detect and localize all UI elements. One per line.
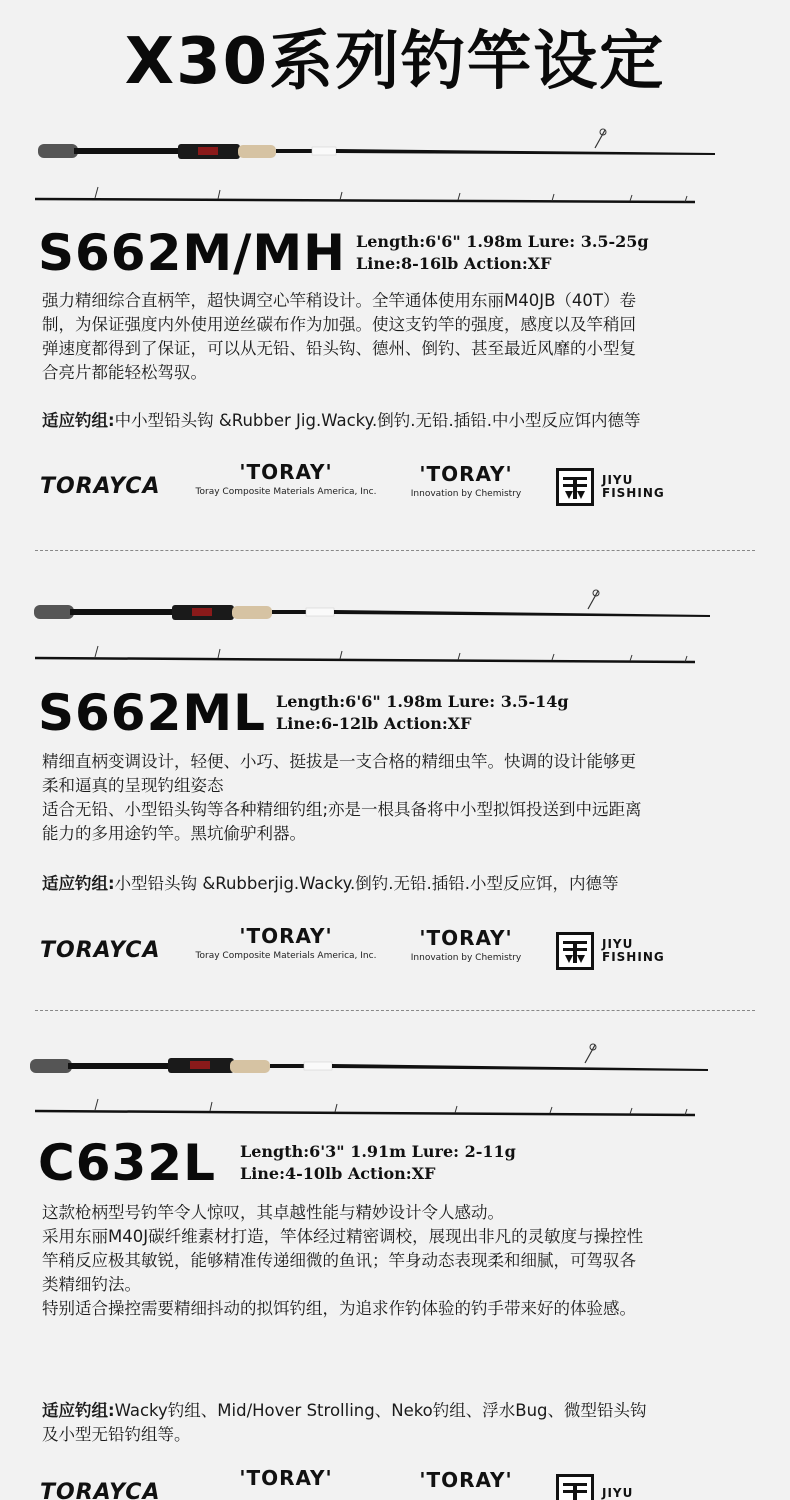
suitable-rigs — [42, 872, 762, 896]
rod-description — [42, 289, 762, 385]
rod-blank — [38, 129, 715, 159]
jiyu-text: JIYU FISHING — [602, 473, 665, 500]
rod-image — [0, 1035, 790, 1125]
jiyu-emblem-icon — [556, 1474, 594, 1500]
jiyu-text: JIYU — [602, 1485, 634, 1500]
jiyu-emblem-icon — [556, 468, 594, 506]
brand-logos — [40, 1466, 760, 1500]
rod-specs — [240, 1141, 516, 1185]
description-line: 特别适合操控需要精细抖动的拟饵钓组，为追求作钓体验的钓手带来好的体验感。 — [42, 1299, 636, 1318]
torayca-logo: TORAYCA — [40, 1480, 161, 1500]
suitable-value: 小型铅头钩 &Rubberjig.Wacky.倒钓.无铅.插铅.小型反应饵，内德等 — [114, 874, 619, 893]
toray-composite-logo: 'TORAY' Toray Composite Materials America, Inc. — [195, 460, 377, 497]
description-line: 能力的多用途钓竿。黑坑偷驴利器。 — [42, 824, 306, 843]
toray-innovation-logo: 'TORAY' Innovation by Chemistry — [410, 926, 522, 963]
suitable-value: Wacky钓组、Mid/Hover Strolling、Neko钓组、浮水Bug、微型铅头钩 — [114, 1401, 647, 1420]
torayca-logo: TORAYCA — [40, 938, 161, 963]
jiyu-fishing-logo — [556, 468, 665, 506]
description-line: 精细直柄变调设计，轻便、小巧、挺拔是一支合格的精细虫竿。快调的设计能够更 — [42, 752, 636, 771]
rod-image — [0, 120, 790, 210]
suitable-label: 适应钓组: — [42, 874, 115, 893]
toray-innovation-logo: 'TORAY' — [419, 1468, 513, 1492]
model-name: S662ML — [38, 684, 266, 742]
jiyu-emblem-icon — [556, 932, 594, 970]
section-divider — [35, 1010, 755, 1011]
description-line: 强力精细综合直柄竿，超快调空心竿稍设计。全竿通体使用东丽M40JB（40T）卷 — [42, 291, 636, 310]
rod-blank — [30, 1044, 708, 1073]
brand-logos — [40, 924, 760, 974]
description-line: 适合无铅、小型铅头钩等各种精细钓组;亦是一根具备将中小型拟饵投送到中远距离 — [42, 800, 642, 819]
rod-specs — [356, 231, 649, 275]
rod-section-lower — [35, 187, 695, 202]
brand-logos — [40, 460, 760, 510]
description-line: 弹速度都得到了保证，可以从无铅、铅头钩、德州、倒钓、甚至最近风靡的小型复 — [42, 339, 636, 358]
description-line: 竿稍反应极其敏锐，能够精准传递细微的鱼讯；竿身动态表现柔和细腻，可驾驭各 — [42, 1251, 636, 1270]
rod-image — [0, 585, 790, 675]
rod-description — [42, 1201, 762, 1321]
rod-description — [42, 750, 762, 846]
description-line: 柔和逼真的呈现钓组姿态 — [42, 776, 224, 795]
rod-section-lower — [35, 646, 695, 662]
suitable-label: 适应钓组: — [42, 411, 115, 430]
suitable-value-cont: 及小型无铅钓组等。 — [42, 1425, 191, 1444]
rod-header — [38, 224, 649, 282]
spec-line-2: Line:8-16lb Action:XF — [356, 254, 552, 273]
spec-line-1: Length:6'3" 1.91m Lure: 2-11g — [239, 1142, 516, 1161]
suitable-rigs — [42, 1399, 762, 1447]
spec-line-1: Length:6'6" 1.98m Lure: 3.5-25g — [356, 232, 649, 251]
description-line: 合亮片都能轻松驾驭。 — [42, 363, 207, 382]
jiyu-fishing-logo — [556, 932, 665, 970]
rod-header — [38, 684, 569, 742]
jiyu-text: JIYU FISHING — [602, 937, 665, 964]
model-name: C632L — [38, 1134, 216, 1192]
section-divider — [35, 550, 755, 551]
jiyu-fishing-logo — [556, 1474, 633, 1500]
spec-line-2: Line:6-12lb Action:XF — [276, 714, 472, 733]
description-line: 这款枪柄型号钓竿令人惊叹，其卓越性能与精妙设计令人感动。 — [42, 1203, 504, 1222]
suitable-rigs — [42, 409, 762, 433]
rod-blank — [34, 590, 710, 620]
toray-innovation-logo: 'TORAY' Innovation by Chemistry — [410, 462, 522, 499]
toray-composite-logo: 'TORAY' — [239, 1466, 333, 1490]
description-line: 制，为保证强度内外使用逆丝碳布作为加强。使这支钓竿的强度，感度以及竿稍回 — [42, 315, 636, 334]
spec-line-2: Line:4-10lb Action:XF — [239, 1164, 436, 1183]
suitable-value: 中小型铅头钩 &Rubber Jig.Wacky.倒钓.无铅.插铅.中小型反应饵内德等 — [114, 411, 641, 430]
description-line: 类精细钓法。 — [42, 1275, 141, 1294]
page-title: X30系列钓竿设定 — [124, 25, 666, 99]
description-line: 采用东丽M40J碳纤维素材打造，竿体经过精密调校，展现出非凡的灵敏度与操控性 — [42, 1227, 644, 1246]
spec-line-1: Length:6'6" 1.98m Lure: 3.5-14g — [276, 692, 569, 711]
rod-section-lower — [35, 1099, 695, 1115]
rod-specs — [276, 691, 569, 735]
toray-composite-logo: 'TORAY' Toray Composite Materials America, Inc. — [195, 924, 377, 961]
model-name: S662M/MH — [38, 224, 346, 282]
suitable-label: 适应钓组: — [42, 1401, 115, 1420]
torayca-logo: TORAYCA — [40, 474, 161, 499]
rod-header — [38, 1134, 516, 1192]
